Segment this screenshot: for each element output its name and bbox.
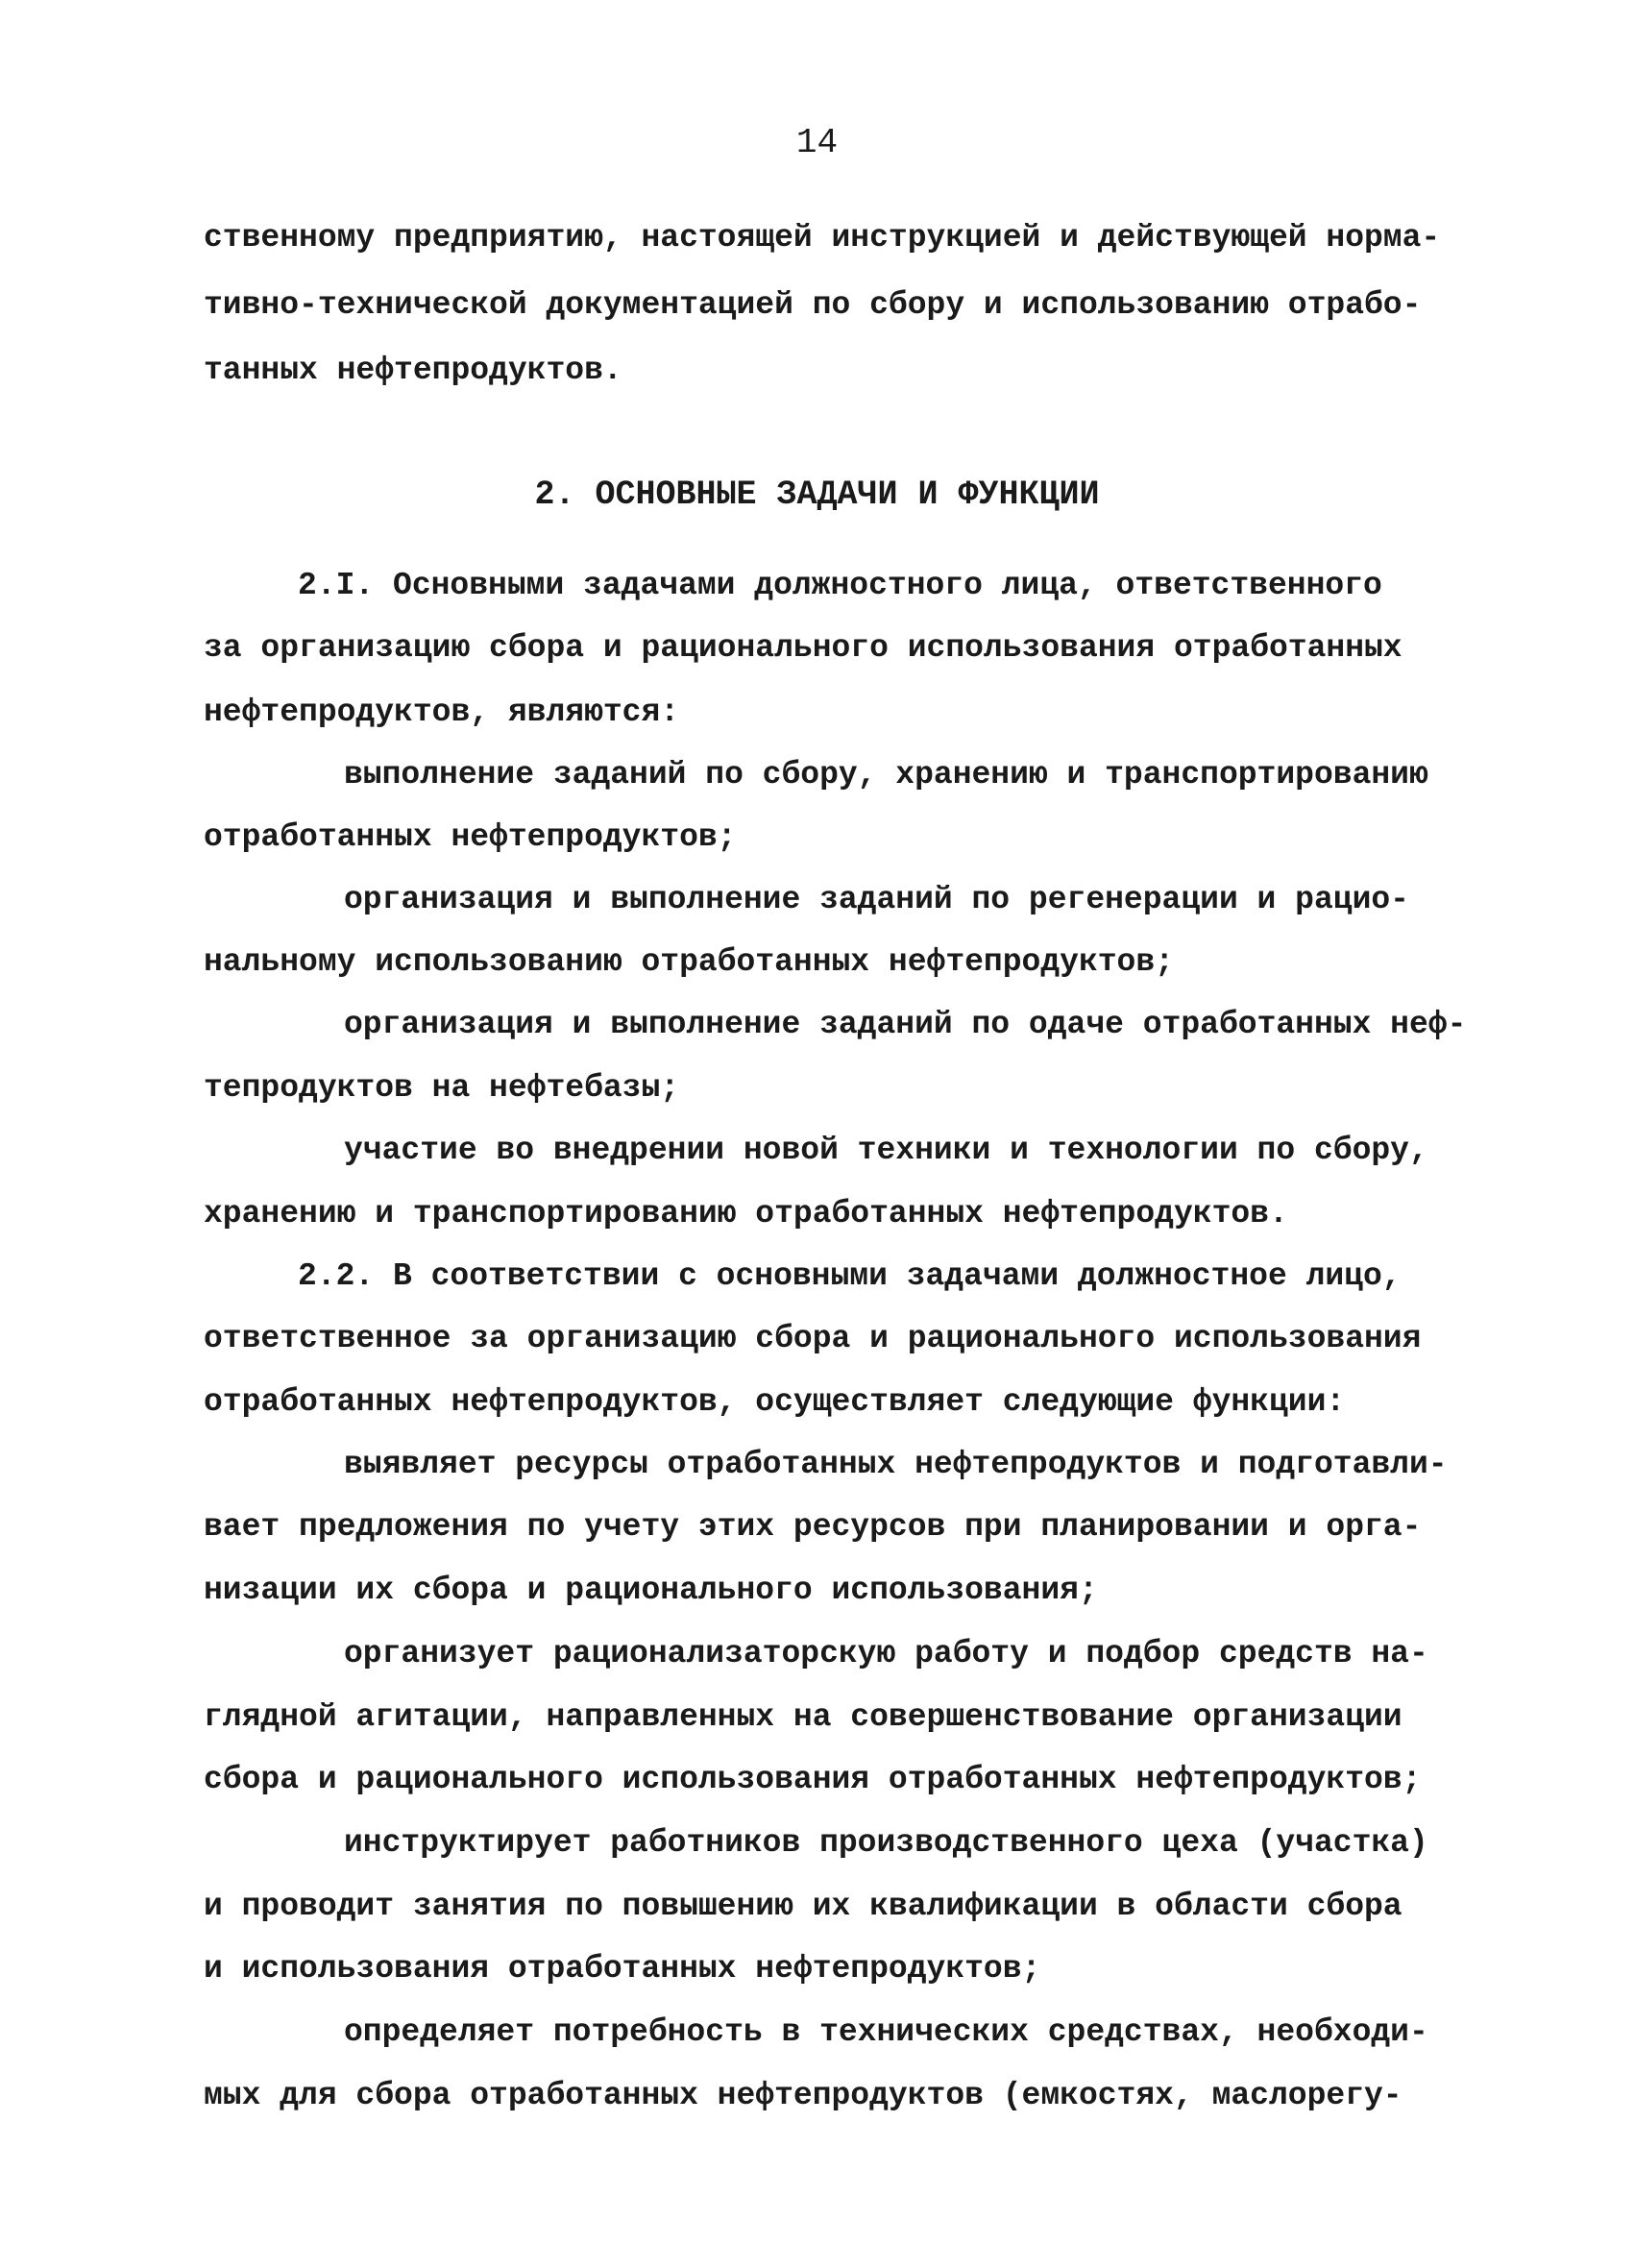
function-1-line-1: выявляет ресурсы отработанных нефтепродуктов и подготавли- xyxy=(344,1447,1448,1482)
function-2-line-1: организует рационализаторскую работу и подбор средств на- xyxy=(344,1636,1428,1671)
task-3-line-1: организация и выполнение заданий по одаче отработанных неф- xyxy=(344,1007,1467,1042)
page-number: 14 xyxy=(795,123,839,162)
function-3-line-1: инструктирует работников производственного цеха (участка) xyxy=(344,1825,1428,1861)
para-2-1-line-1: 2.I. Основными задачами должностного лица, ответственного xyxy=(298,568,1382,603)
para-2-1-line-2: за организацию сбора и рационального использования отработанных xyxy=(204,630,1402,666)
para-2-1-line-3: нефтепродуктов, являются: xyxy=(204,695,680,730)
intro-line-2: тивно-технической документацией по сбору и использованию отрабо- xyxy=(204,287,1422,323)
task-1-line-1: выполнение заданий по сбору, хранению и транспортированию xyxy=(344,757,1428,793)
section-heading: 2. ОСНОВНЫЕ ЗАДАЧИ И ФУНКЦИИ xyxy=(534,476,1100,514)
function-1-line-2: вает предложения по учету этих ресурсов при планировании и орга- xyxy=(204,1509,1422,1545)
function-4-line-1: определяет потребность в технических средствах, необходи- xyxy=(344,2014,1428,2050)
task-4-line-2: хранению и транспортированию отработанных нефтепродуктов. xyxy=(204,1196,1288,1232)
task-1-line-2: отработанных нефтепродуктов; xyxy=(204,819,737,855)
task-4-line-1: участие во внедрении новой техники и технологии по сбору, xyxy=(344,1133,1428,1168)
para-2-2-line-3: отработанных нефтепродуктов, осуществляет следующие функции: xyxy=(204,1384,1346,1420)
function-4-line-2: мых для сбора отработанных нефтепродуктов (емкостях, маслорегу- xyxy=(204,2078,1402,2113)
task-3-line-2: тепродуктов на нефтебазы; xyxy=(204,1070,680,1106)
function-2-line-3: сбора и рационального использования отработанных нефтепродуктов; xyxy=(204,1762,1422,1797)
task-2-line-2: нальному использованию отработанных нефтепродуктов; xyxy=(204,944,1174,980)
function-1-line-3: низации их сбора и рационального использования; xyxy=(204,1573,1098,1608)
function-2-line-2: глядной агитации, направленных на совершенствование организации xyxy=(204,1699,1402,1735)
task-2-line-1: организация и выполнение заданий по регенерации и рацио- xyxy=(344,882,1409,917)
para-2-2-line-1: 2.2. В соответствии с основными задачами должностное лицо, xyxy=(298,1258,1402,1294)
para-2-2-line-2: ответственное за организацию сбора и рационального использования xyxy=(204,1321,1422,1356)
function-3-line-2: и проводит занятия по повышению их квалификации в области сбора xyxy=(204,1889,1402,1924)
function-3-line-3: и использования отработанных нефтепродуктов; xyxy=(204,1951,1041,1987)
intro-line-1: ственному предприятию, настоящей инструкцией и действующей норма- xyxy=(204,220,1441,256)
intro-line-3: танных нефтепродуктов. xyxy=(204,353,622,388)
